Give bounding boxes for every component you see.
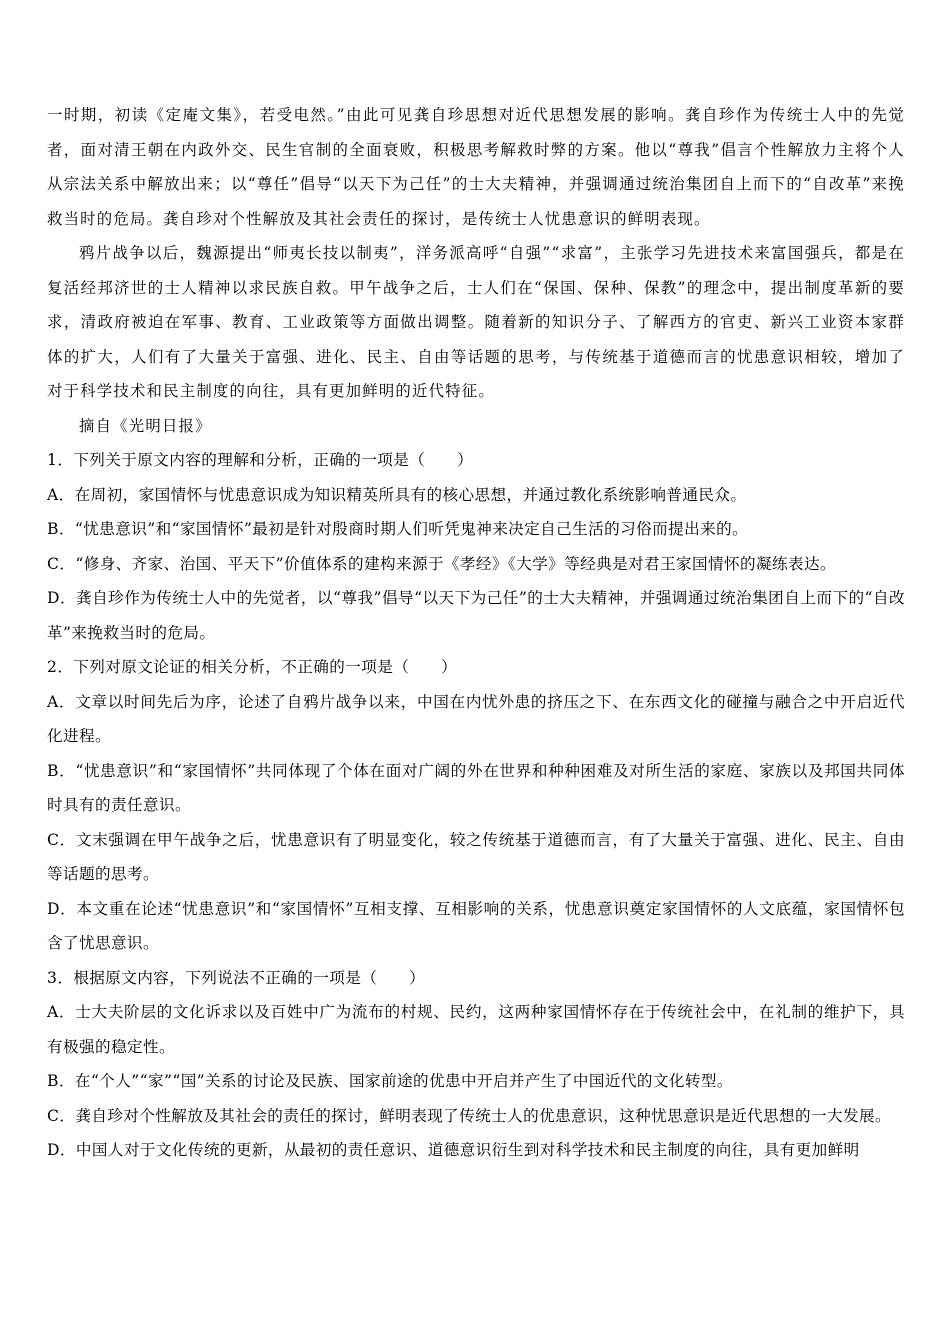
question-2-option-a: A．文章以时间先后为序，论述了自鸦片战争以来，中国在内忧外患的挤压之下、在东西文化的碰撞与融合之中开启近代化进程。 (47, 692, 905, 745)
question-2-option-b: B．“忧患意识”和“家国情怀”共同体现了个体在面对广阔的外在世界和种种困难及对所生活的家庭、家族以及邦国共同体时具有的责任意识。 (47, 761, 905, 814)
question-3-option-d: D．中国人对于文化传统的更新，从最初的责任意识、道德意识衍生到对科学技术和民主制度的向往，具有更加鲜明 (47, 1141, 860, 1159)
passage-source: 摘自《光明日报》 (79, 416, 212, 435)
question-3-option-c: C．龚自珍对个性解放及其社会的责任的探讨，鲜明表现了传统士人的优患意识，这种忧思意识是近代思想的一大发展。 (47, 1106, 892, 1125)
passage-paragraph-2: 鸦片战争以后，魏源提出“师夷长技以制夷”，洋务派高呼“自强”“求富”，主张学习先进技术来富国强兵，都是在复活经邦济世的士人精神以求民族自救。甲午战争之后，士人们在“保国、保种、保教”的理念中，提出制度革新的要求，清政府被迫在军事、教育、工业政策等方面做出调整。随着新的知识分子、了解西方的官吏、新兴工业资本家群体的扩大，人们有了大量关于富强、进化、民主、自由等话题的思考，与传统基于道德而言的忧患意识相较，增加了对于科学技术和民主制度的向往，具有更加鲜明的近代特征。 (47, 244, 905, 400)
question-2-option-d: D．本文重在论述“忧患意识”和“家国情怀”互相支撑、互相影响的关系，忧患意识奠定家国情怀的人文底蕴，家国情怀包含了忧思意识。 (47, 899, 905, 952)
question-1-option-c: C．“修身、齐家、治国、平天下”价值体系的建构来源于《孝经》《大学》等经典是对君王家国情怀的凝练表达。 (47, 554, 836, 573)
question-1-option-a: A．在周初，家国情怀与忧患意识成为知识精英所具有的核心思想，并通过教化系统影响普通民众。 (47, 485, 747, 504)
question-3-option-b: B．在“个人”“家”“国”关系的讨论及民族、国家前途的优患中开启并产生了中国近代的文化转型。 (47, 1072, 733, 1090)
question-1-stem: 1．下列关于原文内容的理解和分析，正确的一项是（ ） (47, 451, 474, 469)
question-3-stem: 3．根据原文内容，下列说法不正确的一项是（ ） (47, 968, 426, 987)
question-3-option-a: A．士大夫阶层的文化诉求以及百姓中广为流布的村规、民约，这两种家国情怀存在于传统社会中，在礼制的维护下，具有极强的稳定性。 (47, 1003, 905, 1056)
question-1-option-b: B．“忧患意识”和“家国情怀”最初是针对殷商时期人们听凭鬼神来决定自己生活的习俗而提出来的。 (47, 520, 749, 538)
question-1-option-d: D．龚自珍作为传统士人中的先觉者，以“尊我”倡导“以天下为己任”的士大夫精神，并强调通过统治集团自上而下的“自改革”来挽救当时的危局。 (47, 589, 905, 642)
passage-paragraph-1: 一时期，初读《定庵文集》，若受电然。”由此可见龚自珍思想对近代思想发展的影响。龚自珍作为传统士人中的先觉者，面对清王朝在内政外交、民生官制的全面衰败，积极思考解救时弊的方案。他以“尊我”倡言个性解放力主将个人从宗法关系中解放出来；以“尊任”倡导“以天下为己任”的士大夫精神，并强调通过统治集团自上而下的“自改革”来挽救当时的危局。龚自珍对个性解放及其社会责任的探讨，是传统士人忧患意识的鲜明表现。 (47, 106, 905, 228)
question-2-stem: 2．下列对原文论证的相关分析，不正确的一项是（ ） (47, 658, 458, 676)
question-2-option-c: C．文末强调在甲午战争之后，忧患意识有了明显变化，较之传统基于道德而言，有了大量关于富强、进化、民主、自由等话题的思考。 (47, 830, 905, 883)
page-content (47, 98, 905, 1168)
